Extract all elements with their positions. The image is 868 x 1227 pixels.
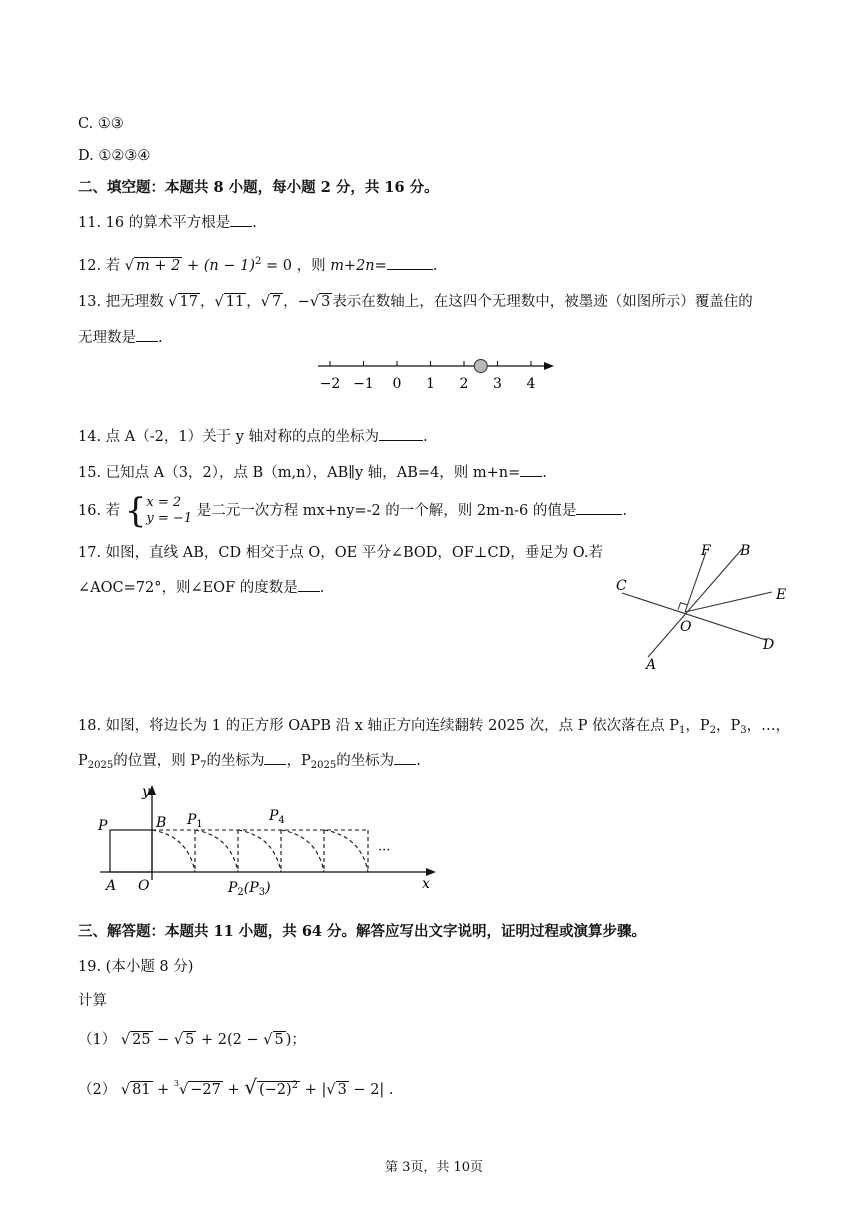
section3-heading: 三、解答题：本题共 11 小题，共 64 分。解答应写出文字说明，证明过程或演算步骤。 (78, 923, 647, 940)
label-p1: $P_1$ (187, 812, 203, 830)
label-a: A (106, 878, 117, 894)
number-line-label: 0 (392, 376, 402, 392)
flip-figure (90, 780, 450, 900)
dashed-arc (152, 830, 195, 872)
dashed-arc (324, 830, 368, 872)
label-b: B (156, 815, 167, 831)
number-line-label: 2 (459, 376, 469, 392)
q12-prefix: 12. 若 (78, 258, 121, 274)
cube-index: 3 (173, 1079, 180, 1088)
label-a: A (646, 657, 657, 673)
answer-blank (576, 500, 622, 515)
sqrt-11-value: 11 (225, 294, 245, 310)
question-13-line1 (78, 292, 753, 312)
q17-line2-text: ∠AOC=72°，则∠EOF 的度数是 (78, 580, 298, 596)
sub-1: 1 (678, 725, 686, 736)
separator: ， (246, 294, 261, 310)
answer-blank (387, 255, 433, 270)
equation-system (146, 495, 192, 527)
q11-end: . (252, 215, 257, 231)
answer-blank (379, 426, 423, 441)
sqrt-3: √ 3 (326, 1082, 347, 1098)
label-o: O (138, 878, 150, 894)
section2-heading: 二、填空题：本题共 8 小题，每小题 2 分，共 16 分。 (78, 179, 439, 196)
label-e: E (776, 587, 787, 603)
square-oapb (110, 830, 152, 872)
sqrt-5-value: 5 (185, 1032, 195, 1048)
q14-end: . (423, 429, 428, 445)
label-d: D (763, 637, 775, 653)
sqrt-5: √ 5 (173, 1032, 195, 1048)
question-17-line1: 17. 如图，直线 AB，CD 相交于点 O，OE 平分∠BOD，OF⊥CD，垂足为 O.若 (78, 545, 603, 561)
question-13-line2 (78, 327, 163, 348)
minus-sign: − (297, 294, 310, 310)
exponent: 2 (291, 1080, 299, 1091)
sqrt-7: √ 7 (260, 294, 282, 310)
sqrt-inner: m + 2 (136, 258, 181, 274)
sqrt-25: √ 25 (120, 1032, 151, 1048)
q16-suffix: 是二元一次方程 mx+ny=-2 的一个解，则 2m-n-6 的值是 (196, 503, 577, 519)
sqrt-3: √ 3 (309, 294, 331, 310)
q15-text: 15. 已知点 A（3，2），点 B（m,n），AB∥y 轴，AB=4，则 m+n= (78, 465, 521, 481)
question-16 (78, 491, 627, 531)
question-19-title: 19. (本小题 8 分) (78, 959, 194, 975)
label-p: P (98, 818, 108, 834)
part2-tail: − 2| . (348, 1082, 394, 1098)
question-19-part1 (78, 1030, 306, 1050)
question-19-part2 (78, 1074, 394, 1100)
sqrt-17-value: 17 (179, 294, 198, 310)
question-14 (78, 426, 428, 447)
number-line-label: 4 (526, 376, 536, 392)
equation-2: y = −1 (146, 511, 193, 526)
q18-c1: ，P (685, 718, 710, 734)
q14-text: 14. 点 A（-2，1）关于 y 轴对称的点的坐标为 (78, 429, 380, 445)
part1-label: （1） (78, 1032, 117, 1048)
label-x: x (422, 876, 430, 892)
label-ellipsis: ··· (378, 843, 391, 858)
sub-2025: 2025 (87, 760, 114, 771)
dashed-arc (281, 830, 324, 872)
sqrt-3-value: 3 (337, 1082, 347, 1098)
q16-end: . (622, 503, 627, 519)
q17-end: . (319, 580, 325, 596)
sub-2025: 2025 (310, 760, 337, 771)
q15-end: . (542, 465, 547, 481)
plus: + (152, 1082, 174, 1098)
sqrt-7-value: 7 (271, 294, 282, 310)
sqrt-expression: √ m + 2 (124, 258, 181, 274)
dashed-arc (238, 830, 281, 872)
label-y: y (142, 784, 150, 800)
q12-end: . (432, 258, 438, 274)
sqrt-square-value: (−2) (259, 1082, 292, 1098)
system-brace: { (124, 491, 147, 531)
number-line-label: 3 (493, 376, 502, 392)
answer-blank (264, 750, 286, 765)
x-axis-arrow (426, 868, 436, 876)
sqrt-17: √ 17 (168, 294, 198, 310)
answer-blank (230, 212, 252, 227)
question-12 (78, 252, 437, 276)
ink-blot (474, 360, 487, 373)
q18-line2e: 的坐标为 (336, 753, 395, 769)
separator: ， (283, 294, 298, 310)
equation-1: x = 2 (146, 495, 182, 510)
cube-root: $^3$√ −27 (173, 1079, 221, 1098)
q18-end: . (416, 753, 421, 769)
sqrt-5: √ 5 (263, 1032, 284, 1048)
plus: + (222, 1082, 245, 1098)
label-o: O (680, 619, 692, 635)
sqrt-square: √ $(-2)^2$ (244, 1075, 299, 1099)
option-d: D. ①②③④ (78, 148, 151, 164)
q18-p: P (78, 753, 88, 769)
sqrt-81-value: 81 (132, 1082, 151, 1098)
sqrt-25-value: 25 (132, 1032, 151, 1048)
q12-expr: m+2n= (330, 258, 387, 274)
number-line-arrow (544, 362, 554, 370)
question-17-line2 (78, 577, 324, 598)
angle-figure (600, 535, 800, 675)
line-cd (622, 593, 766, 640)
dashed-arc (195, 830, 238, 872)
question-19-instruction: 计算 (78, 993, 107, 1009)
q13-suffix: 表示在数轴上，在这四个无理数中，被墨迹（如图所示）覆盖住的 (332, 294, 753, 310)
question-11 (78, 212, 257, 233)
cube-root-value: −27 (190, 1082, 221, 1098)
sqrt-11: √ 11 (214, 294, 245, 310)
line-ab (648, 549, 742, 657)
answer-blank (394, 750, 416, 765)
q13-line2-text: 无理数是 (78, 330, 136, 346)
number-line-label: 1 (426, 376, 435, 392)
q18-line1-text: 18. 如图，将边长为 1 的正方形 OAPB 沿 x 轴正方向连续翻转 2025 次，点 P 依次落在点 P (78, 718, 679, 734)
q16-prefix: 16. 若 (78, 503, 121, 519)
question-18-line1 (78, 716, 790, 741)
ray-oe (685, 592, 772, 612)
answer-blank (136, 327, 158, 342)
number-line-figure (310, 352, 560, 396)
q12-exp: 2 (255, 256, 262, 267)
abs-open: + | (300, 1082, 327, 1098)
q18-c3: ，…， (746, 718, 791, 734)
sqrt-5-value: 5 (274, 1032, 284, 1048)
q18-line2d: ，P (286, 753, 311, 769)
label-p2-p3: $P_2(P_3)$ (228, 880, 271, 898)
label-c: C (616, 578, 627, 594)
q13-prefix: 13. 把无理数 (78, 294, 164, 310)
sub-2: 2 (709, 725, 716, 736)
q13-end: . (158, 330, 163, 346)
q12-plus: + (n − 1) (182, 258, 255, 274)
part1-tail-b: )； (285, 1032, 306, 1048)
q18-line2c: 的坐标为 (206, 753, 265, 769)
question-18-line2 (78, 750, 421, 776)
sqrt-3-value: 3 (321, 294, 331, 310)
q18-line2b: 的位置，则 P (113, 753, 201, 769)
label-b: B (740, 543, 751, 559)
question-15 (78, 462, 547, 483)
page-footer: 第 3页，共 10页 (384, 1160, 484, 1175)
sub-7: 7 (200, 760, 207, 771)
answer-blank (298, 577, 320, 592)
q18-c2: ，P (715, 718, 741, 734)
minus: − (152, 1032, 174, 1048)
answer-blank (520, 462, 542, 477)
label-p4: $P_4$ (269, 808, 285, 826)
sqrt-81: √ 81 (120, 1082, 151, 1098)
part1-tail-a: + 2(2 − (196, 1032, 264, 1048)
number-line-label: −1 (353, 376, 374, 392)
label-f: F (701, 543, 711, 559)
q11-text: 11. 16 的算术平方根是 (78, 215, 231, 231)
q12-eq: = 0 ，则 (261, 258, 331, 274)
option-c: C. ①③ (78, 116, 124, 132)
separator: ， (199, 294, 215, 310)
sub-3: 3 (740, 725, 747, 736)
number-line-label: −2 (319, 376, 341, 392)
part2-label: （2） (78, 1082, 117, 1098)
